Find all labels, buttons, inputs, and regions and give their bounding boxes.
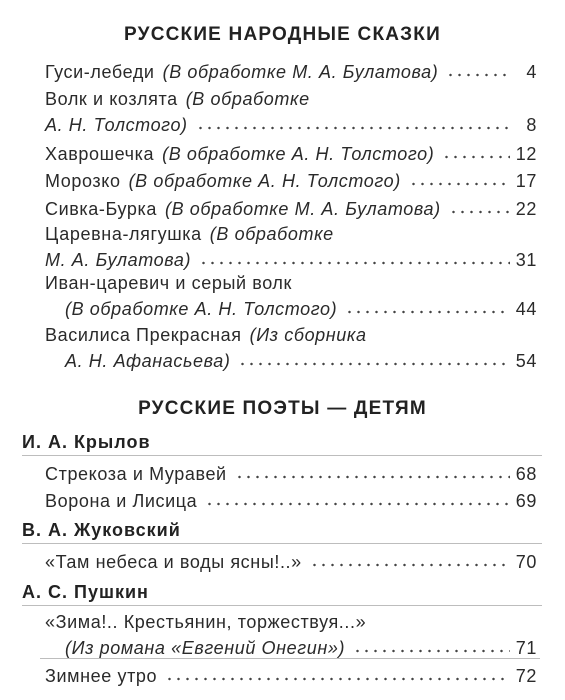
entry-title: Царевна-лягушка	[45, 224, 202, 244]
entry-note: (В обработке	[185, 89, 310, 109]
entry-title: Гуси-лебеди	[45, 62, 155, 82]
leader-dots	[235, 460, 510, 480]
toc-entry[interactable]	[45, 222, 537, 270]
entry-title: «Там небеса и воды ясны!..»	[45, 552, 302, 572]
section-title-russian-poets: РУССКИЕ ПОЭТЫ — ДЕТЯМ	[138, 398, 427, 419]
entry-note-continued: А. Н. Афанасьева)	[65, 351, 231, 371]
page-number: 17	[515, 171, 537, 191]
leader-dots	[165, 662, 510, 682]
leader-dots	[196, 111, 511, 131]
divider	[22, 605, 542, 606]
entry-note: (В обработке А. Н. Толстого)	[128, 171, 401, 191]
page-number: 31	[515, 250, 537, 270]
page-number: 69	[515, 491, 537, 511]
author-heading: И. А. Крылов	[22, 432, 151, 452]
leader-dots	[409, 167, 510, 187]
entry-title: Стрекоза и Муравей	[45, 464, 227, 484]
section-title-folk-tales: РУССКИЕ НАРОДНЫЕ СКАЗКИ	[124, 24, 441, 45]
leader-dots	[238, 347, 509, 367]
leader-dots	[205, 487, 509, 507]
page-number: 71	[515, 638, 537, 658]
leader-dots	[449, 195, 510, 215]
entry-note-continued: М. А. Булатова)	[45, 250, 192, 270]
page-number: 72	[515, 666, 537, 686]
leader-dots	[353, 634, 510, 654]
entry-note-continued: А. Н. Толстого)	[45, 115, 188, 135]
toc-entry[interactable]	[45, 487, 537, 511]
divider	[40, 658, 540, 659]
toc-entry[interactable]	[45, 58, 537, 82]
entry-note: (В обработке А. Н. Толстого)	[162, 144, 435, 164]
page-number: 12	[515, 144, 537, 164]
entry-title: Волк и козлята	[45, 89, 178, 109]
toc-entry[interactable]	[45, 195, 537, 219]
leader-dots	[345, 295, 510, 315]
page-number: 70	[515, 552, 537, 572]
author-heading: А. С. Пушкин	[22, 582, 149, 602]
toc-entry[interactable]	[45, 167, 537, 191]
page-number: 54	[515, 351, 537, 371]
entry-note-continued: (Из романа «Евгений Онегин»)	[65, 638, 346, 658]
entry-note: (В обработке	[209, 224, 334, 244]
toc-entry[interactable]	[45, 460, 537, 484]
page-number: 44	[515, 299, 537, 319]
toc-entry[interactable]	[45, 323, 537, 371]
entry-note-continued: (В обработке А. Н. Толстого)	[65, 299, 338, 319]
divider	[22, 455, 542, 456]
entry-title: Василиса Прекрасная	[45, 325, 242, 345]
leader-dots	[199, 246, 510, 266]
toc-entry[interactable]	[45, 271, 537, 319]
toc-entry[interactable]	[45, 662, 537, 686]
entry-note: (Из сборника	[249, 325, 367, 345]
leader-dots	[310, 548, 510, 568]
entry-title: Морозко	[45, 171, 121, 191]
entry-title: «Зима!.. Крестьянин, торжествуя...»	[45, 612, 367, 632]
entry-title: Хаврошечка	[45, 144, 155, 164]
page-number: 68	[515, 464, 537, 484]
divider	[22, 543, 542, 544]
leader-dots	[446, 58, 511, 78]
toc-entry[interactable]	[45, 87, 537, 135]
entry-note: (В обработке М. А. Булатова)	[165, 199, 441, 219]
toc-entry[interactable]	[45, 548, 537, 572]
page-number: 8	[526, 115, 537, 135]
page-number: 22	[515, 199, 537, 219]
entry-title: Зимнее утро	[45, 666, 158, 686]
toc-entry[interactable]	[45, 610, 537, 658]
leader-dots	[442, 140, 509, 160]
author-heading: В. А. Жуковский	[22, 520, 181, 540]
entry-title: Иван-царевич и серый волк	[45, 273, 293, 293]
entry-title: Ворона и Лисица	[45, 491, 198, 511]
entry-note: (В обработке М. А. Булатова)	[162, 62, 439, 82]
page-number: 4	[526, 62, 537, 82]
entry-title: Сивка-Бурка	[45, 199, 157, 219]
toc-entry[interactable]	[45, 140, 537, 164]
